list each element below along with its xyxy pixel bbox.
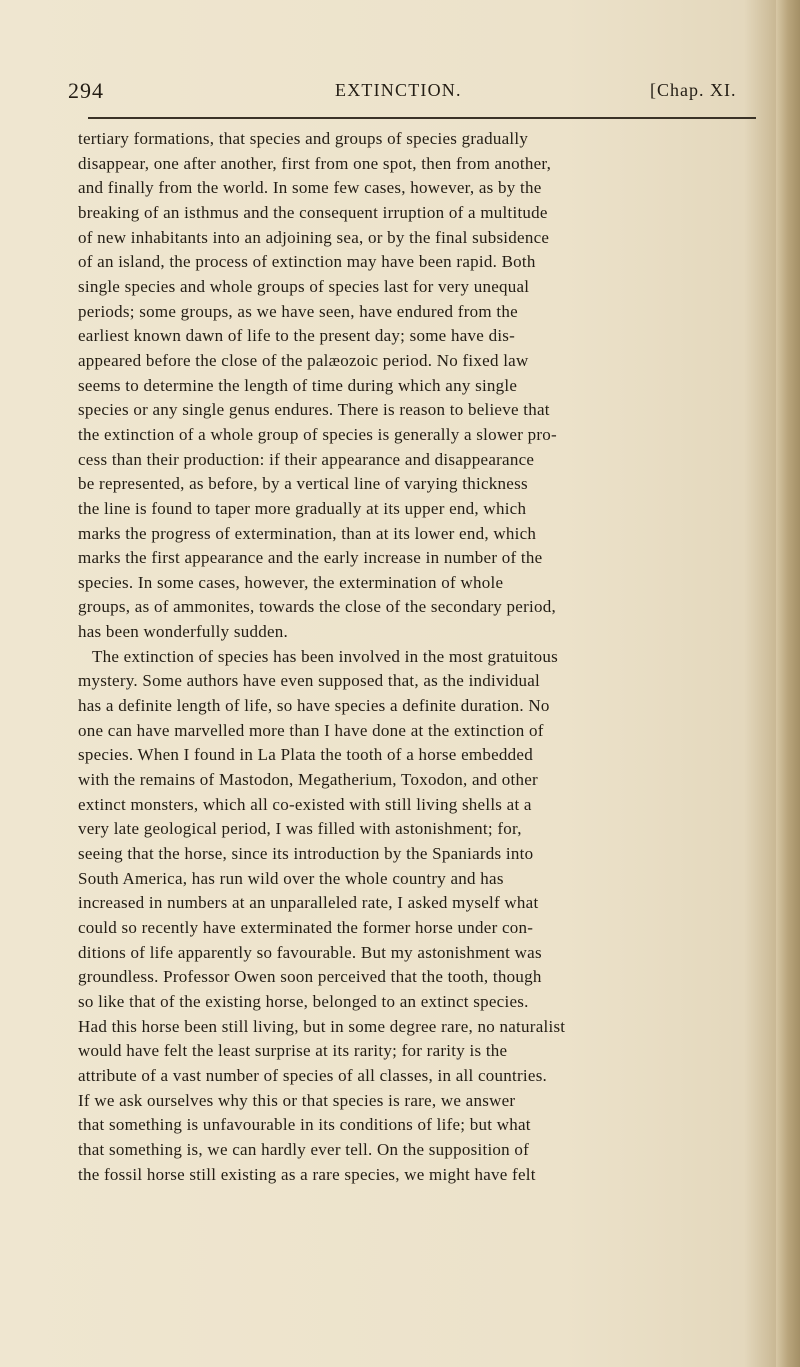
text-line: be represented, as before, by a vertical line of varying thickness: [78, 474, 528, 494]
text-line: ditions of life apparently so favourable. But my astonishment was: [78, 942, 542, 962]
text-line: of new inhabitants into an adjoining sea, or by the final subsidence: [78, 227, 550, 247]
body-text: [78, 127, 768, 1187]
text-line: that something is unfavourable in its conditions of life; but what: [78, 1115, 531, 1135]
text-line: seems to determine the length of time during which any single: [78, 375, 518, 395]
text-line: marks the first appearance and the early increase in number of the: [78, 548, 543, 568]
text-line: the fossil horse still existing as a rare species, we might have felt: [78, 1164, 536, 1184]
page-edge: [776, 0, 800, 1367]
text-line: earliest known dawn of life to the present day; some have dis-: [78, 326, 516, 346]
text-line: species. In some cases, however, the extermination of whole: [78, 572, 504, 592]
text-line: groups, as of ammonites, towards the close of the secondary period,: [78, 597, 556, 617]
text-line: very late geological period, I was filled with astonishment; for,: [78, 819, 522, 839]
text-line: periods; some groups, as we have seen, have endured from the: [78, 301, 518, 321]
text-line: so like that of the existing horse, belonged to an extinct species.: [78, 991, 529, 1011]
text-line: marks the progress of extermination, than at its lower end, which: [78, 523, 537, 543]
text-line: and finally from the world. In some few cases, however, as by the: [78, 178, 542, 198]
text-line: cess than their production: if their appearance and disappearance: [78, 449, 535, 469]
text-line: could so recently have exterminated the former horse under con-: [78, 918, 534, 937]
running-head: EXTINCTION.: [335, 80, 462, 100]
text-line: has been wonderfully sudden.: [78, 622, 289, 642]
text-line: extinct monsters, which all co-existed with still living shells at a: [78, 794, 532, 814]
text-line: groundless. Professor Owen soon perceived that the tooth, though: [78, 967, 542, 987]
page-header: [68, 78, 768, 108]
text-line: mystery. Some authors have even supposed that, as the individual: [78, 671, 541, 691]
text-line: has a definite length of life, so have species a definite duration. No: [78, 696, 550, 716]
header-rule: [88, 117, 756, 119]
text-line: breaking of an isthmus and the consequent irruption of a multitude: [78, 202, 548, 222]
text-line: If we ask ourselves why this or that species is rare, we answer: [78, 1090, 516, 1110]
text-line: disappear, one after another, first from one spot, then from another,: [78, 153, 552, 173]
text-line: the line is found to taper more gradually at its upper end, which: [78, 498, 527, 518]
text-line: attribute of a vast number of species of all classes, in all countries.: [78, 1065, 548, 1085]
text-line: seeing that the horse, since its introduction by the Spaniards into: [78, 844, 534, 864]
chapter-reference: [Chap. XI.: [650, 80, 737, 100]
page-number: 294: [68, 78, 104, 103]
paragraph-first-line: The extinction of species has been involved in the most gratuitous: [92, 646, 558, 666]
text-line: Had this horse been still living, but in some degree rare, no naturalist: [78, 1016, 566, 1036]
text-line: would have felt the least surprise at its rarity; for rarity is the: [78, 1041, 508, 1061]
text-line: one can have marvelled more than I have done at the extinction of: [78, 720, 544, 740]
text-line: species or any single genus endures. There is reason to believe that: [78, 400, 550, 420]
text-line: that something is, we can hardly ever tell. On the supposition of: [78, 1139, 530, 1159]
text-line: increased in numbers at an unparalleled rate, I asked myself what: [78, 893, 539, 913]
text-line: of an island, the process of extinction may have been rapid. Both: [78, 252, 536, 272]
text-line: single species and whole groups of species last for very unequal: [78, 276, 530, 296]
text-line: appeared before the close of the palæozoic period. No fixed law: [78, 350, 529, 370]
text-line: tertiary formations, that species and groups of species gradually: [78, 129, 529, 148]
text-line: the extinction of a whole group of species is generally a slower pro-: [78, 424, 557, 444]
text-line: species. When I found in La Plata the tooth of a horse embedded: [78, 745, 533, 765]
text-line: South America, has run wild over the whole country and has: [78, 868, 504, 888]
text-line: with the remains of Mastodon, Megatherium, Toxodon, and other: [78, 770, 538, 790]
